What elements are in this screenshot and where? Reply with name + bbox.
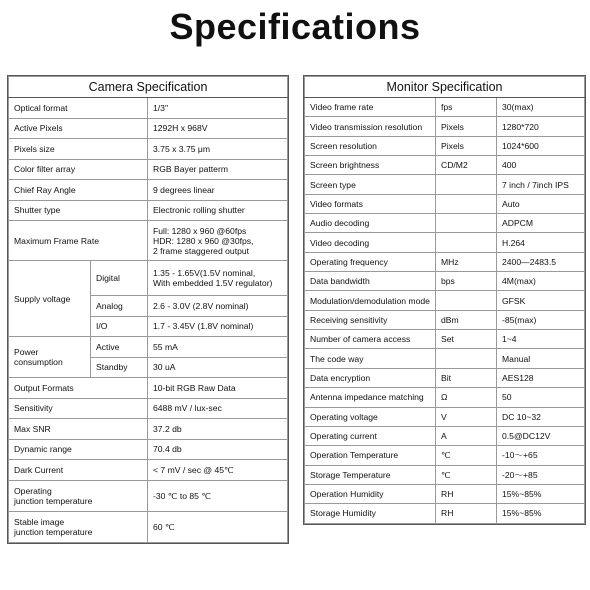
monitor-spec-table bbox=[303, 75, 586, 525]
row-value: AES128 bbox=[497, 368, 585, 387]
row-value: Electronic rolling shutter bbox=[148, 200, 288, 221]
row-unit: V bbox=[436, 407, 497, 426]
table-row bbox=[9, 200, 288, 221]
row-value: H.264 bbox=[497, 233, 585, 252]
table-row bbox=[305, 330, 585, 349]
row-label: Color filter array bbox=[9, 159, 148, 180]
table-row bbox=[9, 261, 288, 296]
label-line: Stable image bbox=[14, 516, 65, 527]
table-row bbox=[305, 484, 585, 503]
row-label: Receiving sensitivity bbox=[305, 310, 436, 329]
page-title: Specifications bbox=[169, 6, 421, 47]
row-label: Operation Temperature bbox=[305, 446, 436, 465]
table-row bbox=[305, 426, 585, 445]
row-value bbox=[148, 261, 288, 296]
row-unit: ℃ bbox=[436, 465, 497, 484]
digital-line: With embedded 1.5V regulator) bbox=[153, 278, 273, 288]
row-sublabel: Analog bbox=[91, 296, 148, 317]
table-row bbox=[305, 252, 585, 271]
table-row bbox=[305, 272, 585, 291]
row-label: Screen resolution bbox=[305, 136, 436, 155]
table-row bbox=[9, 439, 288, 460]
row-value: Auto bbox=[497, 194, 585, 213]
row-value: 2400—2483.5 bbox=[497, 252, 585, 271]
row-unit: MHz bbox=[436, 252, 497, 271]
row-label: Supply voltage bbox=[9, 261, 91, 337]
row-value: 70.4 db bbox=[148, 439, 288, 460]
row-unit: Pixels bbox=[436, 117, 497, 136]
row-value: 37.2 db bbox=[148, 419, 288, 440]
row-value: 0.5@DC12V bbox=[497, 426, 585, 445]
row-unit: RH bbox=[436, 504, 497, 523]
monitor-spec-title: Monitor Specification bbox=[305, 77, 585, 98]
row-value: < 7 mV / sec @ 45℃ bbox=[148, 460, 288, 481]
table-row bbox=[305, 446, 585, 465]
row-label: Optical format bbox=[9, 98, 148, 119]
row-label: Video decoding bbox=[305, 233, 436, 252]
row-label: Shutter type bbox=[9, 200, 148, 221]
row-label: Screen type bbox=[305, 175, 436, 194]
table-row bbox=[305, 156, 585, 175]
frame-rate-line: HDR: 1280 x 960 @30fps, bbox=[153, 235, 254, 246]
row-label: Operating voltage bbox=[305, 407, 436, 426]
table-row bbox=[305, 504, 585, 523]
row-label: Data encryption bbox=[305, 368, 436, 387]
row-label: Modulation/demodulation mode bbox=[305, 291, 436, 310]
row-label: Operating frequency bbox=[305, 252, 436, 271]
row-label: Storage Humidity bbox=[305, 504, 436, 523]
row-value: 400 bbox=[497, 156, 585, 175]
table-row bbox=[9, 139, 288, 160]
row-value: 3.75 x 3.75 μm bbox=[148, 139, 288, 160]
label-line: junction temperature bbox=[14, 526, 93, 537]
row-label: Operating current bbox=[305, 426, 436, 445]
row-unit bbox=[436, 349, 497, 368]
table-row bbox=[305, 117, 585, 136]
table-row bbox=[305, 349, 585, 368]
row-value: -20～+85 bbox=[497, 465, 585, 484]
table-row bbox=[305, 368, 585, 387]
row-value: 1/3" bbox=[148, 98, 288, 119]
table-row bbox=[305, 214, 585, 233]
row-label: Screen brightness bbox=[305, 156, 436, 175]
row-value bbox=[148, 221, 288, 261]
row-unit bbox=[436, 194, 497, 213]
row-unit: ℃ bbox=[436, 446, 497, 465]
row-unit bbox=[436, 175, 497, 194]
row-label: Operation Humidity bbox=[305, 484, 436, 503]
row-value: 30(max) bbox=[497, 98, 585, 117]
row-unit: Bit bbox=[436, 368, 497, 387]
row-value: -10～+65 bbox=[497, 446, 585, 465]
row-value: GFSK bbox=[497, 291, 585, 310]
row-label: Data bandwidth bbox=[305, 272, 436, 291]
table-row bbox=[305, 136, 585, 155]
table-row bbox=[9, 419, 288, 440]
row-label: Number of camera access bbox=[305, 330, 436, 349]
row-unit: fps bbox=[436, 98, 497, 117]
row-value: 55 mA bbox=[148, 337, 288, 358]
row-label bbox=[9, 337, 91, 378]
row-value: -30 ℃ to 85 ℃ bbox=[148, 480, 288, 511]
table-row bbox=[9, 511, 288, 542]
row-value: 10-bit RGB Raw Data bbox=[148, 378, 288, 399]
table-row bbox=[305, 98, 585, 117]
row-unit: dBm bbox=[436, 310, 497, 329]
table-row bbox=[305, 233, 585, 252]
row-value: 60 ℃ bbox=[148, 511, 288, 542]
table-row bbox=[9, 378, 288, 399]
table-row bbox=[305, 407, 585, 426]
row-value: 50 bbox=[497, 388, 585, 407]
row-value: 30 uA bbox=[148, 357, 288, 378]
table-row bbox=[305, 175, 585, 194]
camera-spec-table bbox=[7, 75, 289, 544]
row-label: Output Formats bbox=[9, 378, 148, 399]
table-row bbox=[305, 194, 585, 213]
row-value: RGB Bayer patterm bbox=[148, 159, 288, 180]
table-row bbox=[9, 337, 288, 358]
row-label: Active Pixels bbox=[9, 118, 148, 139]
row-unit: RH bbox=[436, 484, 497, 503]
row-value: 4M(max) bbox=[497, 272, 585, 291]
row-value: ADPCM bbox=[497, 214, 585, 233]
row-value: DC 10~32 bbox=[497, 407, 585, 426]
label-line: Operating bbox=[14, 485, 52, 496]
row-label: Dark Current bbox=[9, 460, 148, 481]
row-label: Dynamic range bbox=[9, 439, 148, 460]
row-unit: Pixels bbox=[436, 136, 497, 155]
row-label: Max SNR bbox=[9, 419, 148, 440]
row-unit: Ω bbox=[436, 388, 497, 407]
table-row bbox=[305, 310, 585, 329]
row-label: Video formats bbox=[305, 194, 436, 213]
row-label: Pixels size bbox=[9, 139, 148, 160]
row-value: 9 degrees linear bbox=[148, 180, 288, 201]
frame-rate-line: Full: 1280 x 960 @60fps bbox=[153, 225, 247, 236]
row-value: 1.7 - 3.45V (1.8V nominal) bbox=[148, 316, 288, 337]
row-value: 2.6 - 3.0V (2.8V nominal) bbox=[148, 296, 288, 317]
table-row bbox=[9, 398, 288, 419]
table-row bbox=[9, 180, 288, 201]
table-row bbox=[9, 159, 288, 180]
table-row bbox=[9, 460, 288, 481]
digital-line: 1.35 - 1.65V(1.5V nominal, bbox=[153, 268, 256, 278]
row-label bbox=[9, 511, 148, 542]
camera-spec-title: Camera Specification bbox=[9, 77, 288, 98]
row-label: Video frame rate bbox=[305, 98, 436, 117]
row-unit bbox=[436, 291, 497, 310]
row-label: Chief Ray Angle bbox=[9, 180, 148, 201]
row-label: Storage Temperature bbox=[305, 465, 436, 484]
power-label-line: Power bbox=[14, 347, 39, 357]
row-value: 1292H x 968V bbox=[148, 118, 288, 139]
row-unit: A bbox=[436, 426, 497, 445]
row-value: 6488 mV / lux-sec bbox=[148, 398, 288, 419]
row-label: Antenna impedance matching bbox=[305, 388, 436, 407]
label-line: junction temperature bbox=[14, 495, 93, 506]
row-unit bbox=[436, 214, 497, 233]
row-value: 15%~85% bbox=[497, 484, 585, 503]
table-row bbox=[305, 291, 585, 310]
row-label: Audio decoding bbox=[305, 214, 436, 233]
row-label bbox=[9, 480, 148, 511]
power-label-line: consumption bbox=[14, 357, 63, 367]
frame-rate-line: 2 frame staggered output bbox=[153, 245, 250, 256]
row-label: The code way bbox=[305, 349, 436, 368]
row-label: Video transmission resolution bbox=[305, 117, 436, 136]
row-sublabel: Active bbox=[91, 337, 148, 358]
table-row bbox=[305, 465, 585, 484]
row-value: 1~4 bbox=[497, 330, 585, 349]
row-value: Manual bbox=[497, 349, 585, 368]
row-sublabel: Digital bbox=[91, 261, 148, 296]
row-value: 7 inch / 7inch IPS bbox=[497, 175, 585, 194]
row-value: -85(max) bbox=[497, 310, 585, 329]
table-row bbox=[9, 98, 288, 119]
row-sublabel: I/O bbox=[91, 316, 148, 337]
row-unit: CD/M2 bbox=[436, 156, 497, 175]
row-value: 15%~85% bbox=[497, 504, 585, 523]
table-row bbox=[9, 221, 288, 261]
row-value: 1280*720 bbox=[497, 117, 585, 136]
row-value: 1024*600 bbox=[497, 136, 585, 155]
table-row bbox=[9, 118, 288, 139]
row-unit: Set bbox=[436, 330, 497, 349]
row-unit bbox=[436, 233, 497, 252]
row-unit: bps bbox=[436, 272, 497, 291]
row-sublabel: Standby bbox=[91, 357, 148, 378]
table-row bbox=[9, 480, 288, 511]
row-label: Maximum Frame Rate bbox=[9, 221, 148, 261]
table-row bbox=[305, 388, 585, 407]
row-label: Sensitivity bbox=[9, 398, 148, 419]
